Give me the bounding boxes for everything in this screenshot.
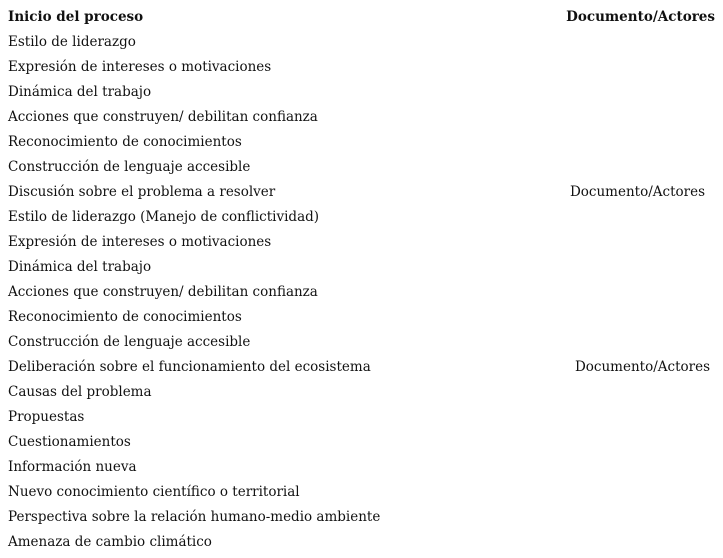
list-item (0, 230, 723, 255)
documento-actores-label: Documento/Actores (569, 184, 705, 200)
document-table (0, 5, 723, 555)
item-label: Construcción de lenguaje accesible (8, 334, 251, 350)
list-item (0, 430, 723, 455)
item-label: Construcción de lenguaje accesible (8, 159, 251, 175)
list-item (0, 280, 723, 305)
list-item (0, 305, 723, 330)
section-title-discusion: Discusión sobre el problema a resolver (8, 184, 276, 200)
item-label: Expresión de intereses o motivaciones (8, 59, 272, 75)
list-item (0, 455, 723, 480)
item-label: Dinámica del trabajo (8, 259, 152, 275)
item-label: Información nueva (8, 459, 137, 475)
item-label: Reconocimiento de conocimientos (8, 134, 242, 150)
section-title-inicio: Inicio del proceso (8, 9, 144, 25)
list-item (0, 330, 723, 355)
item-label: Amenaza de cambio climático (8, 534, 212, 550)
list-item (0, 505, 723, 530)
item-label: Propuestas (8, 409, 85, 425)
list-item (0, 405, 723, 430)
list-item (0, 530, 723, 555)
section-title-deliberacion: Deliberación sobre el funcionamiento del ecosistema (8, 359, 371, 375)
list-item (0, 255, 723, 280)
documento-actores-label: Documento/Actores (574, 359, 710, 375)
list-item (0, 380, 723, 405)
item-label: Estilo de liderazgo (Manejo de conflictividad) (8, 209, 320, 225)
list-item (0, 205, 723, 230)
item-label: Reconocimiento de conocimientos (8, 309, 242, 325)
list-item (0, 55, 723, 80)
item-label: Acciones que construyen/ debilitan confianza (8, 109, 318, 125)
list-item (0, 30, 723, 55)
section-row-deliberacion (0, 355, 723, 380)
section-row-discusion (0, 180, 723, 205)
item-label: Expresión de intereses o motivaciones (8, 234, 272, 250)
item-label: Estilo de liderazgo (8, 34, 136, 50)
item-label: Acciones que construyen/ debilitan confianza (8, 284, 318, 300)
column-header-documento-actores: Documento/Actores (566, 9, 715, 25)
item-label: Perspectiva sobre la relación humano-medio ambiente (8, 509, 381, 525)
header-row (0, 5, 723, 30)
item-label: Cuestionamientos (8, 434, 131, 450)
item-label: Nuevo conocimiento científico o territorial (8, 484, 300, 500)
list-item (0, 80, 723, 105)
item-label: Causas del problema (8, 384, 152, 400)
list-item (0, 480, 723, 505)
list-item (0, 155, 723, 180)
item-label: Dinámica del trabajo (8, 84, 152, 100)
list-item (0, 130, 723, 155)
list-item (0, 105, 723, 130)
